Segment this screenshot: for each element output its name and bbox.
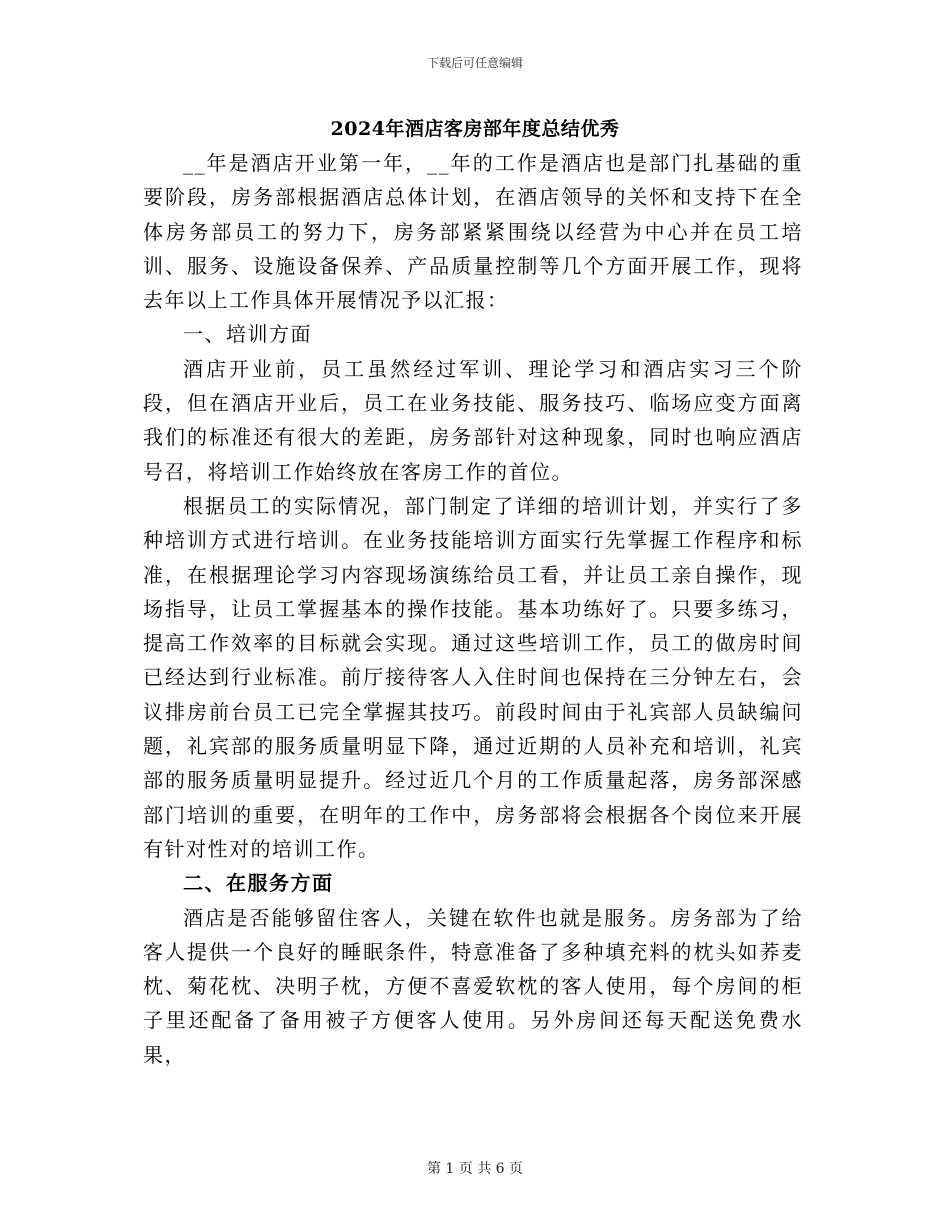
service-paragraph-1: 酒店是否能够留住客人，关键在软件也就是服务。房务部为了给客人提供一个良好的睡眠条件，特意准备了多种填充料的枕头如荞麦枕、菊花枕、决明子枕，方便不喜爱软枕的客人使用，每个房间的柜子里还配备了备用被子方便客人使用。另外房间还每天配送免费水果， [143, 905, 803, 1067]
page-number: 第 1 页 共 6 页 [426, 1161, 524, 1177]
document-body [143, 146, 803, 1072]
section-heading-service: 二、在服务方面 [183, 871, 334, 896]
training-paragraph-2: 根据员工的实际情况，部门制定了详细的培训计划，并实行了多种培训方式进行培训。在业务技能培训方面实行先掌握工作程序和标准，在根据理论学习内容现场演练给员工看，并让员工亲自操作，现场指导，让员工掌握基本的操作技能。基本功练好了。只要多练习，提高工作效率的目标就会实现。通过这些培训工作，员工的做房时间已经达到行业标准。前厅接待客人入住时间也保持在三分钟左右，会议排房前台员工已完全掌握其技巧。前段时间由于礼宾部人员缺编问题，礼宾部的服务质量明显下降，通过近期的人员补充和培训，礼宾部的服务质量明显提升。经过近几个月的工作质量起落，房务部深感部门培训的重要，在明年的工作中，房务部将会根据各个岗位来开展有针对性对的培训工作。 [143, 493, 803, 861]
section-heading-training: 一、培训方面 [183, 322, 312, 347]
intro-paragraph: __年是酒店开业第一年，__年的工作是酒店也是部门扎基础的重要阶段，房务部根据酒店总体计划，在酒店领导的关怀和支持下在全体房务部员工的努力下，房务部紧紧围绕以经营为中心并在员工培训、服务、设施设备保养、产品质量控制等几个方面开展工作，现将去年以上工作具体开展情况予以汇报： [143, 151, 803, 313]
document-title: 2024年酒店客房部年度总结优秀 [330, 118, 620, 140]
training-paragraph-1: 酒店开业前，员工虽然经过军训、理论学习和酒店实习三个阶段，但在酒店开业后，员工在业务技能、服务技巧、临场应变方面离我们的标准还有很大的差距，房务部针对这种现象，同时也响应酒店号召，将培训工作始终放在客房工作的首位。 [143, 356, 803, 484]
download-note: 下载后可任意编辑 [426, 56, 523, 70]
